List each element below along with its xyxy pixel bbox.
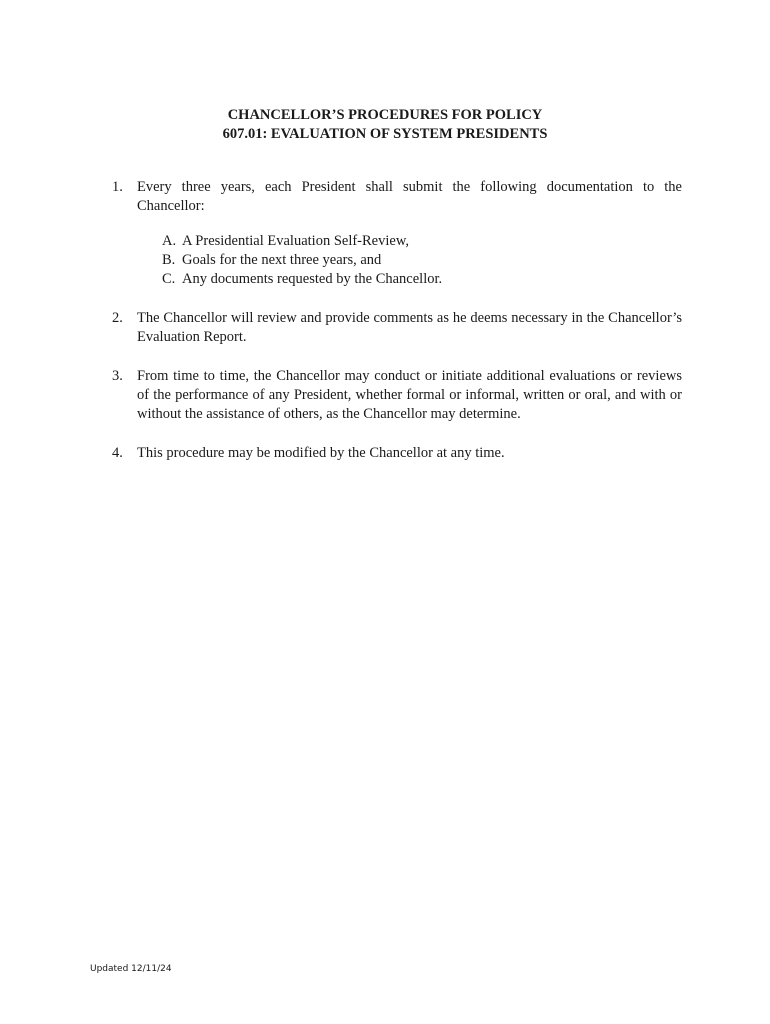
- sublist-text: Any documents requested by the Chancellor.: [182, 271, 443, 287]
- item-text: From time to time, the Chancellor may conduct or initiate additional evaluations or reviews of the performance of any President, whether formal or informal, written or oral, and with or without the assistance of others, as the Chancellor may determine.: [137, 368, 682, 422]
- sublist-item: [162, 251, 682, 270]
- sublist-item: [162, 232, 682, 251]
- item-number: 4.: [112, 445, 123, 461]
- sublist-letter: B.: [162, 252, 176, 268]
- item-number: 2.: [112, 310, 123, 326]
- list-item: [112, 309, 682, 347]
- list-item: [112, 178, 682, 289]
- page-title: [0, 106, 770, 144]
- sublist-item: [162, 270, 682, 289]
- sublist-letter: C.: [162, 271, 176, 287]
- footer-updated-date: Updated 12/11/24: [90, 964, 172, 974]
- title-line-1: CHANCELLOR’S PROCEDURES FOR POLICY: [227, 107, 543, 123]
- list-item: [112, 444, 682, 463]
- sublist-text: Goals for the next three years, and: [182, 252, 382, 268]
- item-text: Every three years, each President shall submit the following documentation to the Chancellor:: [137, 179, 682, 214]
- item-number: 3.: [112, 368, 123, 384]
- list-item: [112, 367, 682, 424]
- item-number: 1.: [112, 179, 123, 195]
- item-text: This procedure may be modified by the Chancellor at any time.: [137, 445, 505, 461]
- procedure-list: [112, 178, 682, 463]
- item-text: The Chancellor will review and provide comments as he deems necessary in the Chancellor’s Evaluation Report.: [137, 310, 682, 345]
- sublist-letter: A.: [162, 233, 177, 249]
- title-line-2: 607.01: EVALUATION OF SYSTEM PRESIDENTS: [222, 126, 548, 142]
- sublist-text: A Presidential Evaluation Self-Review,: [182, 233, 409, 249]
- sublist: [137, 232, 682, 289]
